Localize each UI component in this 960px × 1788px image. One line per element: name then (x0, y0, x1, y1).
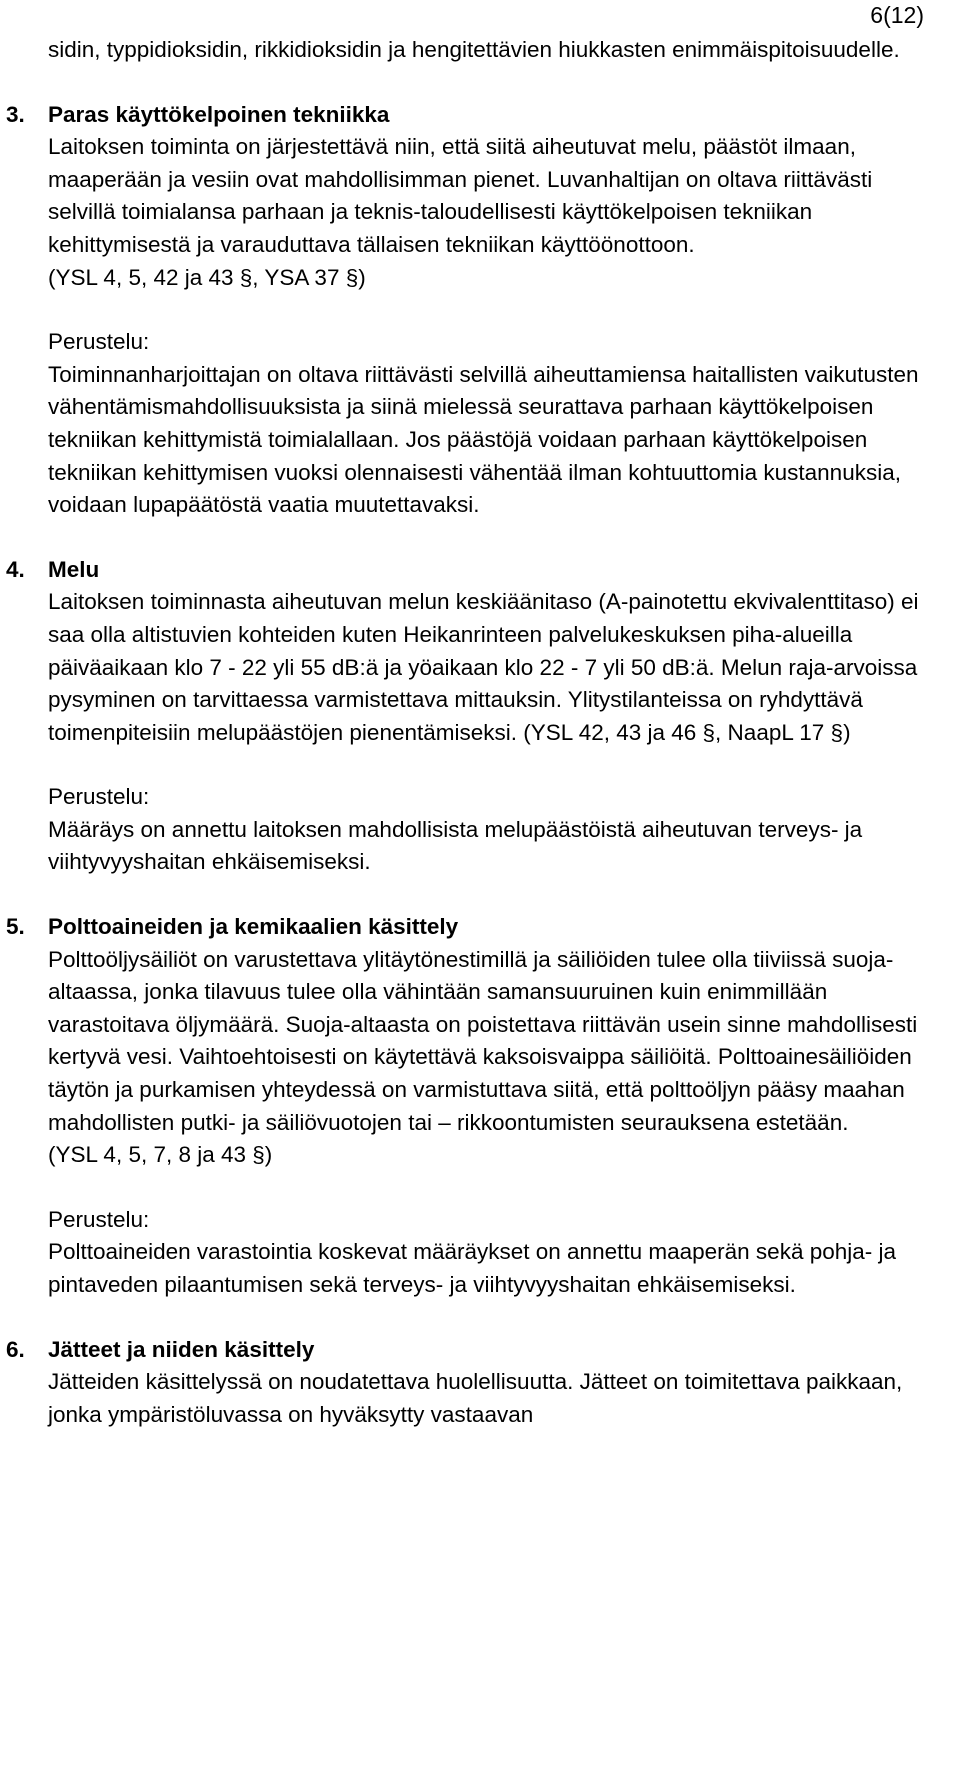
perustelu-text: Määräys on annettu laitoksen mahdollisista melupäästöistä aiheutuvan terveys- ja viihtyvyyshaitan ehkäisemiseksi. (48, 816, 863, 875)
section-number: 5. (6, 914, 25, 940)
section-body: Jätteiden käsittelyssä on noudatettava huolellisuutta. Jätteet on toimitettava paikkaan, jonka ympäristöluvassa on hyväksytty vastaavan (48, 1369, 903, 1427)
perustelu-label: Perustelu: (48, 1206, 150, 1232)
perustelu-label: Perustelu: (48, 329, 150, 355)
section-reference: (YSL 4, 5, 7, 8 ja 43 §) (48, 1142, 273, 1168)
section-4 (6, 554, 928, 879)
section-title: Melu (48, 556, 100, 582)
document-body (6, 34, 928, 1463)
section-5 (6, 911, 928, 1302)
perustelu-text: Polttoaineiden varastointia koskevat määräykset on annettu maaperän sekä pohja- ja pintaveden pilaantumisen sekä terveys- ja viihtyvyyshaitan ehkäisemiseksi. (48, 1239, 897, 1297)
intro-paragraph: sidin, typpidioksidin, rikkidioksidin ja hengitettävien hiukkasten enimmäispitoisuudelle. (48, 37, 900, 62)
section-body: Laitoksen toiminta on järjestettävä niin, että siitä aiheutuvat melu, päästöt ilmaan, maaperään ja vesiin ovat mahdollisimman pienet. Luvanhaltijan on oltava riittävästi selvillä toimialansa parhaan ja teknis-taloudellisesti käyttökelpoisen tekniikan kehittymisestä ja varauduttava tällaisen tekniikan käyttöönottoon. (48, 134, 873, 257)
section-number: 4. (6, 556, 25, 582)
section-title: Jätteet ja niiden käsittely (48, 1336, 315, 1362)
section-6 (6, 1334, 928, 1432)
section-title: Paras käyttökelpoinen tekniikka (48, 101, 390, 127)
section-number: 3. (6, 101, 25, 127)
section-title: Polttoaineiden ja kemikaalien käsittely (48, 914, 459, 940)
section-reference: (YSL 4, 5, 42 ja 43 §, YSA 37 §) (48, 264, 366, 290)
perustelu-text: Toiminnanharjoittajan on oltava riittävästi selvillä aiheuttamiensa haitallisten vaikutusten vähentämismahdollisuuksista ja siinä mielessä seurattava parhaan käyttökelpoisen tekniikan kehittymistä toimialallaan. Jos päästöjä voidaan parhaan käyttökelpoisen tekniikan kehittymisen vuoksi olennaisesti vähentää ilman kohtuuttomia kustannuksia, voidaan lupapäätöstä vaatia muutettavaksi. (48, 361, 919, 518)
section-3 (6, 99, 928, 522)
section-number: 6. (6, 1336, 25, 1362)
perustelu-label: Perustelu: (48, 784, 150, 810)
page-number: 6(12) (870, 2, 924, 28)
section-body: Polttoöljysäiliöt on varustettava ylitäytönestimillä ja säiliöiden tulee olla tiiviissä suoja-altaassa, jonka tilavuus tulee olla vähintään samansuuruinen kuin enimmillään varastoitava öljymäärä. Suoja-altaasta on poistettava riittävän usein sinne mahdollisesti kertyvä vesi. Vaihtoehtoisesti on käytettävä kaksoisvaippa säiliöitä. Polttoainesäiliöiden täytön ja purkamisen yhteydessä on varmistuttava siitä, että polttoöljyn pääsy maahan mahdollisten putki- ja säiliövuotojen tai – rikkoontumisten seurauksena estetään. (48, 946, 918, 1135)
section-body: Laitoksen toiminnasta aiheutuvan melun keskiäänitaso (A-painotettu ekvivalenttitaso) ei saa olla altistuvien kohteiden kuten Heikanrinteen palvelukeskuksen piha-alueilla päiväaikaan klo 7 - 22 yli 55 dB:ä ja yöaikaan klo 22 - 7 yli 50 dB:ä. Melun raja-arvoissa pysyminen on tarvittaessa varmistettava mittauksin. Ylitystilanteissa on ryhdyttävä toimenpiteisiin melupäästöjen pienentämiseksi. (YSL 42, 43 ja 46 §, NaapL 17 §) (48, 589, 919, 745)
